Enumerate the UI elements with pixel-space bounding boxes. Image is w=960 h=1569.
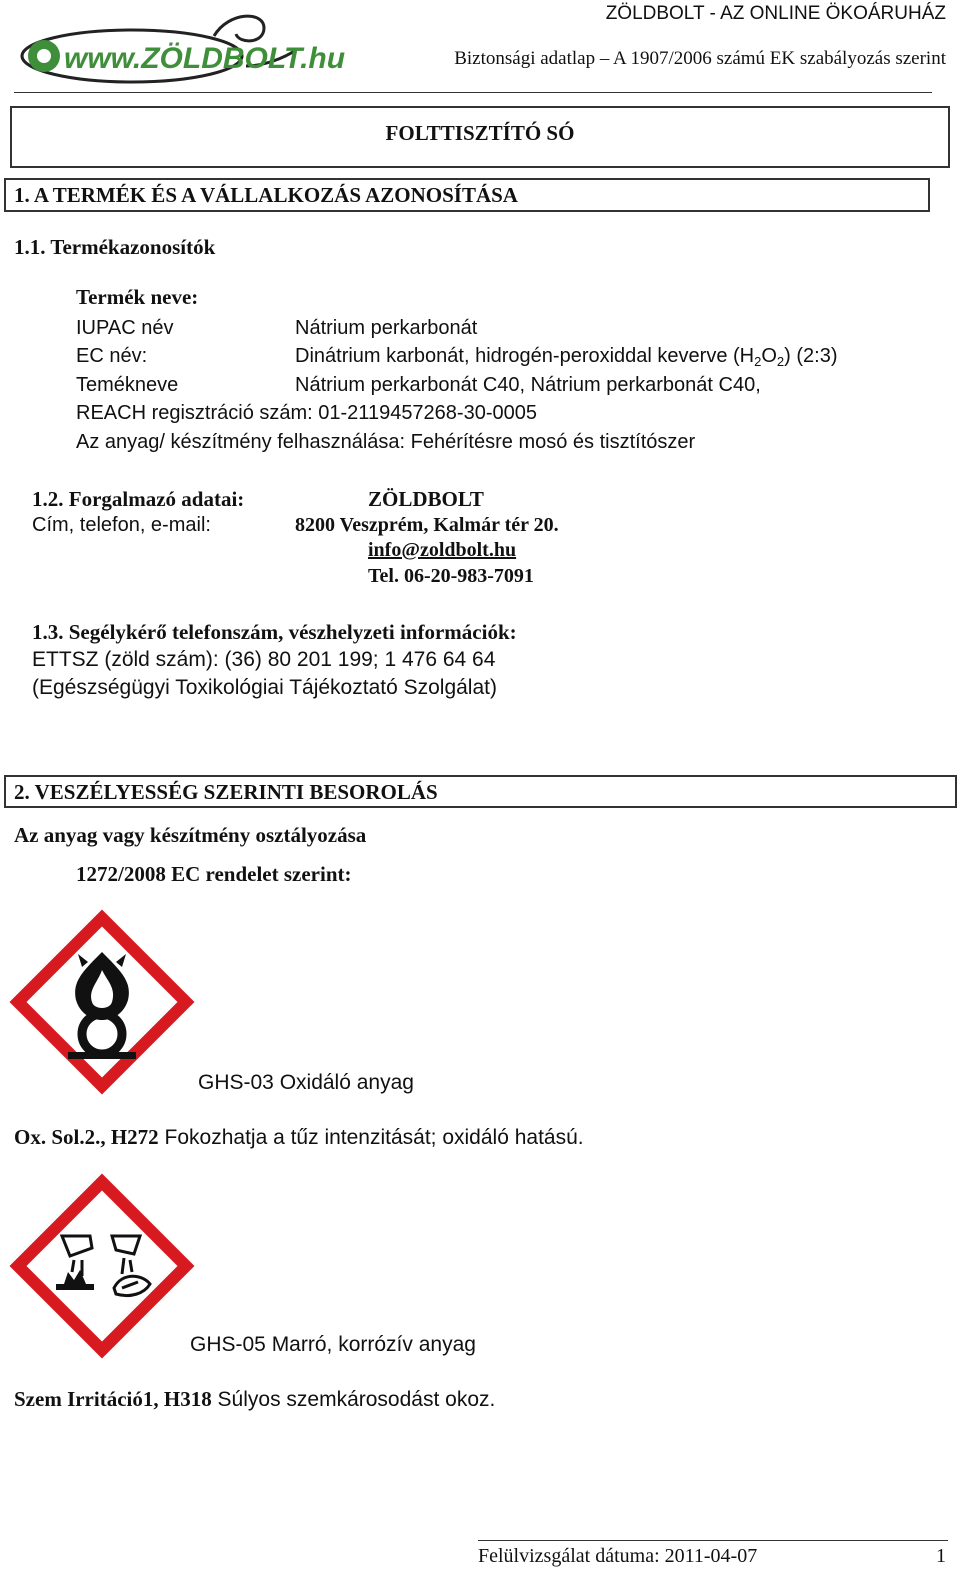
section1-heading: 1. A TERMÉK ÉS A VÁLLALKOZÁS AZONOSÍTÁSA xyxy=(14,183,518,207)
header-rule xyxy=(14,92,932,93)
ox-hazard-code: Ox. Sol.2., H272 xyxy=(14,1125,159,1149)
email-link[interactable]: info@zoldbolt.hu xyxy=(368,539,517,561)
store-name: ZÖLDBOLT - AZ ONLINE ÖKOÁRUHÁZ xyxy=(605,3,946,24)
eye-hazard-text: Súlyos szemkárosodást okoz. xyxy=(211,1388,496,1411)
ec-value-mid: O xyxy=(761,345,777,367)
ghs03-caption: GHS-03 Oxidáló anyag xyxy=(198,1071,414,1094)
revision-date: Felülvizsgálat dátuma: 2011-04-07 xyxy=(478,1545,758,1567)
logo xyxy=(14,6,346,90)
phone-number: Tel. 06-20-983-7091 xyxy=(368,565,534,587)
ox-hazard-text: Fokozhatja a tűz intenzitását; oxidáló hatású. xyxy=(158,1126,584,1149)
contact-label: Cím, telefon, e-mail: xyxy=(32,514,211,536)
sub-12-label: 1.2. Forgalmazó adatai: xyxy=(32,487,245,511)
eye-statement xyxy=(14,1386,495,1413)
footer-rule xyxy=(478,1540,948,1541)
ec-value xyxy=(295,344,838,368)
tradename-value: Nátrium perkarbonát C40, Nátrium perkarbonát C40, xyxy=(295,374,761,396)
sub-13-heading: 1.3. Segélykérő telefonszám, vészhelyzeti információk: xyxy=(32,620,517,644)
ec-value-pre: Dinátrium karbonát, hidrogén-peroxiddal keverve (H xyxy=(295,345,755,367)
ghs05-corrosion-icon xyxy=(12,1176,192,1356)
iupac-value: Nátrium perkarbonát xyxy=(295,317,478,339)
regulation-heading: 1272/2008 EC rendelet szerint: xyxy=(76,862,352,886)
sub-11-heading: 1.1. Termékazonosítók xyxy=(14,235,216,259)
usage-text: Az anyag/ készítmény felhasználása: Fehérítésre mosó és tisztítószer xyxy=(76,431,696,453)
product-title: FOLTTISZTÍTÓ SÓ xyxy=(385,121,575,145)
page-number: 1 xyxy=(936,1545,946,1567)
address: 8200 Veszprém, Kalmár tér 20. xyxy=(295,514,559,536)
ec-value-post: ) (2:3) xyxy=(784,345,838,367)
ghs03-flame-over-circle-icon xyxy=(12,912,192,1092)
ettsz-fullname: (Egészségügyi Toxikológiai Tájékoztató Szolgálat) xyxy=(32,676,497,699)
ec-sub-1: 2 xyxy=(754,354,762,369)
tradename-label: Temékneve xyxy=(76,374,179,396)
logo-wordmark: www.ZÖLDBOLT.hu xyxy=(64,42,346,75)
eye-hazard-code: Szem Irritáció1, H318 xyxy=(14,1387,212,1411)
iupac-label: IUPAC név xyxy=(76,317,174,339)
ox-statement xyxy=(14,1124,584,1151)
section2-heading: 2. VESZÉLYESSÉG SZERINTI BESOROLÁS xyxy=(14,780,438,804)
ec-sub-2: 2 xyxy=(776,354,785,369)
ghs05-caption: GHS-05 Marró, korrózív anyag xyxy=(190,1333,476,1356)
ec-label: EC név: xyxy=(76,345,148,367)
reach-number: REACH regisztráció szám: 01-2119457268-30-0005 xyxy=(76,402,537,424)
distributor-name: ZÖLDBOLT xyxy=(368,487,484,511)
classification-heading: Az anyag vagy készítmény osztályozása xyxy=(14,823,367,847)
ettsz-numbers: ETTSZ (zöld szám): (36) 80 201 199; 1 476 64 64 xyxy=(32,648,496,671)
header-subtitle: Biztonsági adatlap – A 1907/2006 számú EK szabályozás szerint xyxy=(454,48,946,69)
product-name-label: Termék neve: xyxy=(76,285,199,309)
